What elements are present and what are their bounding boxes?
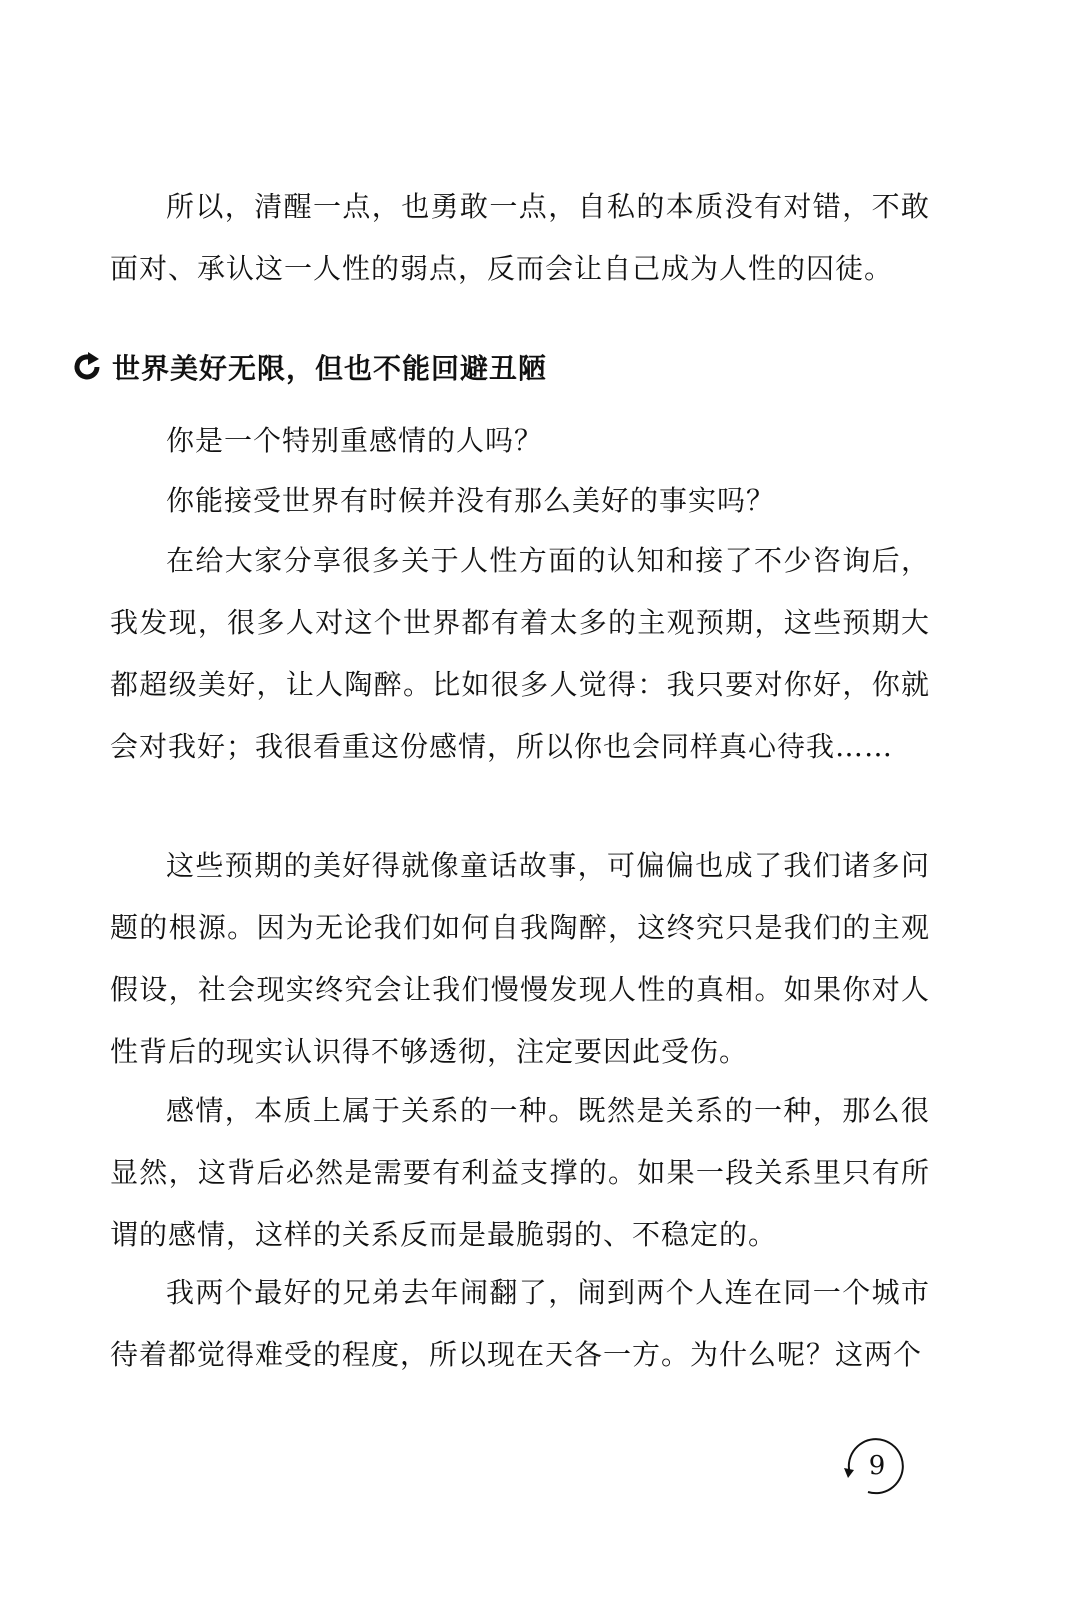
page-number: 9	[868, 1451, 886, 1481]
intro-paragraph: 所以，清醒一点，也勇敢一点，自私的本质没有对错，不敢面对、承认这一人性的弱点，反而会让自己成为人性的囚徒。	[110, 190, 930, 285]
body-paragraph-2: 这些预期的美好得就像童话故事，可偏偏也成了我们诸多问题的根源。因为无论我们如何自我陶醉，这终究只是我们的主观假设，社会现实终究会让我们慢慢发现人性的真相。如果你对人性背后的现实认识得不够透彻，注定要因此受伤。	[110, 849, 930, 1068]
question-1: 你是一个特别重感情的人吗？	[166, 424, 544, 457]
question-2: 你能接受世界有时候并没有那么美好的事实吗？	[166, 484, 776, 517]
section-heading-text: 世界美好无限，但也不能回避丑陋	[112, 352, 548, 385]
body-paragraph-1: 在给大家分享很多关于人性方面的认知和接了不少咨询后，我发现，很多人对这个世界都有着太多的主观预期，这些预期大都超级美好，让人陶醉。比如很多人觉得：我只要对你好，你就会对我好；我很看重这份感情，所以你也会同样真心待我……	[110, 544, 930, 763]
refresh-arrow-icon	[72, 352, 102, 382]
section-heading	[72, 345, 547, 389]
body-paragraph-4: 我两个最好的兄弟去年闹翻了，闹到两个人连在同一个城市待着都觉得难受的程度，所以现在天各一方。为什么呢？这两个	[110, 1276, 930, 1371]
page-number-badge	[838, 1430, 910, 1502]
body-paragraph-3: 感情，本质上属于关系的一种。既然是关系的一种，那么很显然，这背后必然是需要有利益支撑的。如果一段关系里只有所谓的感情，这样的关系反而是最脆弱的、不稳定的。	[110, 1094, 930, 1251]
